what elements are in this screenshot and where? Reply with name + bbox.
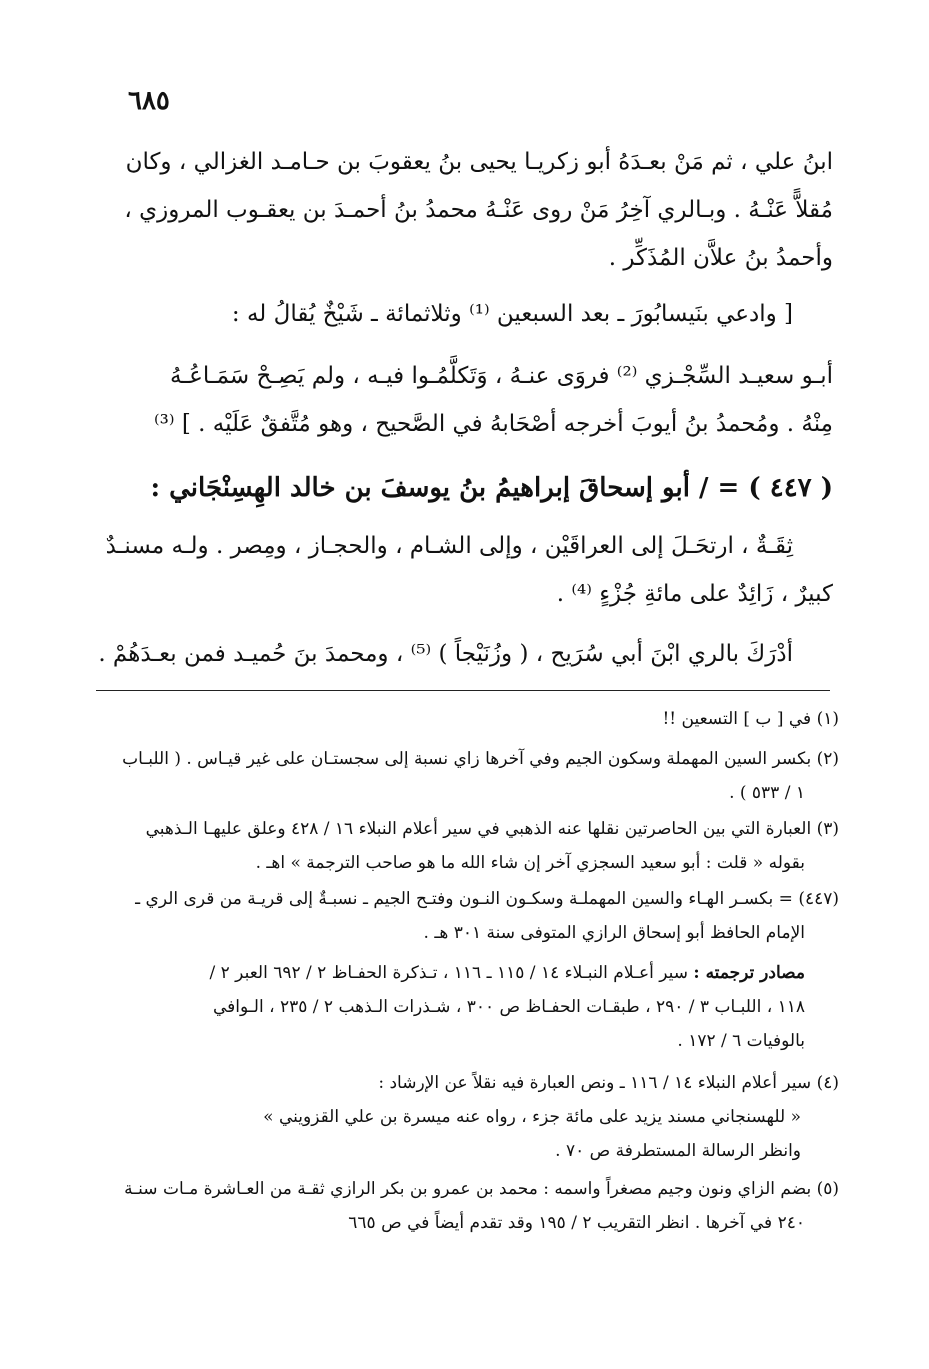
entry-heading: [133, 462, 833, 514]
text-line: ثِقَـةٌ ، ارتحَـلَ إلى العراقَيْن ، وإلى الشـام ، والحجـاز ، ومِصر . ولـه مسنـدٌ: [105, 533, 793, 559]
paragraph-4: [105, 522, 833, 618]
text-line: أدْرَكَ بالري ابْنَ أبي سُرَيح ، ( وزُنَيْجاً ) ⁽⁵⁾ ، ومحمدَ بنَ حُميـد فمن بعـدَهُمْ .: [98, 641, 793, 667]
paragraph-5: [98, 630, 833, 678]
footnote-quote: « للهسنجاني مسند يزيد على مائة جزء ، رواه عنه ميسرة بن علي القزويني »: [263, 1107, 801, 1127]
text-line: أبـو سعيـد السِّجْـزي ⁽²⁾ فروَى عنـهُ ، وَتَكلَّمُـوا فيـه ، ولم يَصِـحْ سَمَـاعُـهُ: [170, 363, 833, 389]
footnote-line: بقوله « قلت : أبو سعيد السجزي آخر إن شاء الله ما هو صاحب الترجمة » اهـ .: [255, 853, 805, 873]
paragraph-2: [133, 290, 833, 338]
footnote-line: ١١٨ ، اللبـاب ٣ / ٢٩٠ ، طبقـات الحفـاظ ص ٣٠٠ ، شـذرات الـذهب ٢ / ٢٣٥ ، الـوافي: [212, 997, 805, 1017]
footnote-line: (٤٤٧) = بكسـر الهـاء والسين المهملـة وسكـون النـون وفتـح الجيم ـ نسبـةٌ إلى قريـة من قرى الري ـ: [135, 889, 839, 909]
sources-text: سير أعـلام النبـلاء ١٤ / ١١٥ ـ ١١٦ ، تـذكرة الحفـاظ ٢ / ٦٩٢ العبر ٢ /: [209, 963, 688, 983]
paragraph-3: [133, 352, 833, 448]
paragraph-1: [124, 138, 833, 282]
text-line: [ وادعي بنَيسابُورَ ـ بعد السبعين ⁽¹⁾ وثلاثمائة ـ شَيْخٌ يُقالُ له :: [231, 301, 793, 327]
footnote-line: ١ / ٥٣٣ ) .: [729, 783, 805, 803]
footnote-4: [94, 1066, 839, 1168]
text-line: كبيرٌ ، زَائِدٌ على مائةِ جُزْءٍ ⁽⁴⁾ .: [556, 581, 833, 607]
footnote-divider: [96, 690, 830, 691]
footnote-line: (٣) العبارة التي بين الحاصرتين نقلها عنه الذهبي في سير أعلام النبلاء ١٦ / ٤٢٨ وعلق عليهـا الـذهبي: [145, 819, 839, 839]
text-line: وأحمدُ بنُ علاَّن المُذَكِّر .: [608, 245, 833, 271]
footnote-5: [94, 1172, 839, 1240]
sources-label: مصادر ترجمته :: [693, 963, 805, 983]
footnote-line: (٤) سير أعلام النبلاء ١٤ / ١١٦ ـ ونص العبارة فيه نقلاً عن الإرشاد :: [378, 1073, 839, 1093]
text-line: مِنْهُ . ومُحمدُ بنُ أيوبَ أخرجه أصْحَابهُ في الصَّحيح ، وهو مُتَّفقٌ عَلَيْه . ] ⁽³⁾: [154, 411, 833, 437]
sources-block: [94, 956, 839, 1058]
footnote-1: [94, 702, 839, 736]
footnote-line: وانظر الرسالة المستطرفة ص ٧٠ .: [555, 1141, 801, 1161]
footnote-2: [94, 742, 839, 810]
entry-title: ( ٤٤٧ ) = / أبو إسحاقَ إبراهيمُ بنُ يوسفَ بن خالد الهِسِنْجَاني :: [150, 473, 833, 503]
text-line: ابنُ علي ، ثم مَنْ بعـدَهُ أبو زكريـا يحيى بنُ يعقوبَ بن حـامـد الغزالي ، وكان: [125, 149, 833, 175]
footnote-447: [94, 882, 839, 950]
footnote-line: بالوفيات ٦ / ١٧٢ .: [677, 1031, 805, 1051]
text-line: مُقلاًّ عَنْـهُ . وبـالري آخِرُ مَنْ روى عَنْـهُ محمدُ بنُ أحمـدَ بن يعقـوب المروزي ،: [124, 197, 833, 223]
footnote-line: (١) في [ ب ] التسعين !!: [662, 709, 839, 729]
footnote-line: الإمام الحافظ أبو إسحاق الرازي المتوفى سنة ٣٠١ هـ .: [423, 923, 805, 943]
footnote-line: (٥) بضم الزاي ونون وجيم مصغراً واسمه : محمد بن عمرو بن بكر الرازي ثقـة من العـاشرة مـات سنـة: [124, 1179, 839, 1199]
footnote-line: ٢٤٠ في آخرها . انظر التقريب ٢ / ١٩٥ وقد تقدم أيضاً في ص ٦٦٥: [348, 1213, 805, 1233]
page-number: ٦٨٥: [128, 86, 170, 116]
footnote-3: [94, 812, 839, 880]
footnote-line: (٢) بكسر السين المهملة وسكون الجيم وفي آخرها زاي نسبة إلى سجستـان على غير قيـاس . ( اللبـاب: [122, 749, 839, 769]
